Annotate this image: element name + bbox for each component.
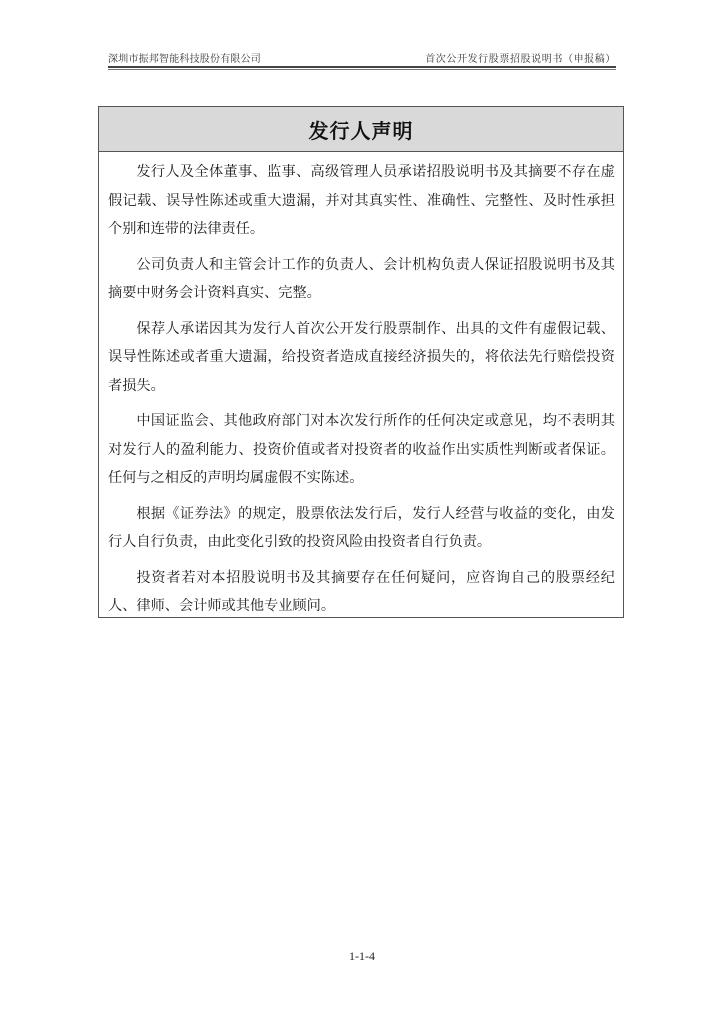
header-rule-thick	[108, 66, 616, 68]
statement-title-cell	[99, 107, 623, 152]
statement-title: 发行人声明	[308, 118, 414, 143]
header-rule-thin	[108, 69, 616, 70]
header-company-name: 深圳市振邦智能科技股份有限公司	[108, 54, 261, 65]
statement-paragraph: 发行人及全体董事、监事、高级管理人员承诺招股说明书及其摘要不存在虚假记载、误导性陈述或重大遗漏，并对其真实性、准确性、完整性、及时性承担个别和连带的法律责任。	[108, 164, 615, 237]
page-number: 1-1-4	[349, 949, 375, 963]
statement-paragraph: 公司负责人和主管会计工作的负责人、会计机构负责人保证招股说明书及其摘要中财务会计资料真实、完整。	[108, 256, 615, 301]
statement-paragraph: 中国证监会、其他政府部门对本次发行所作的任何决定或意见，均不表明其对发行人的盈利能力、投资价值或者对投资者的收益作出实质性判断或者保证。任何与之相反的声明均属虚假不实陈述。	[108, 413, 615, 486]
statement-paragraph: 保荐人承诺因其为发行人首次公开发行股票制作、出具的文件有虚假记载、误导性陈述或者重大遗漏，给投资者造成直接经济损失的，将依法先行赔偿投资者损失。	[108, 320, 615, 394]
header-document-title: 首次公开发行股票招股说明书（申报稿）	[425, 54, 616, 65]
statement-paragraph: 根据《证券法》的规定，股票依法发行后，发行人经营与收益的变化，由发行人自行负责，由此变化引致的投资风险由投资者自行负责。	[108, 505, 615, 550]
issuer-statement-table	[98, 106, 624, 618]
statement-body	[99, 152, 623, 621]
running-header	[108, 50, 616, 66]
statement-paragraph: 投资者若对本招股说明书及其摘要存在任何疑问，应咨询自己的股票经纪人、律师、会计师或其他专业顾问。	[108, 569, 615, 614]
